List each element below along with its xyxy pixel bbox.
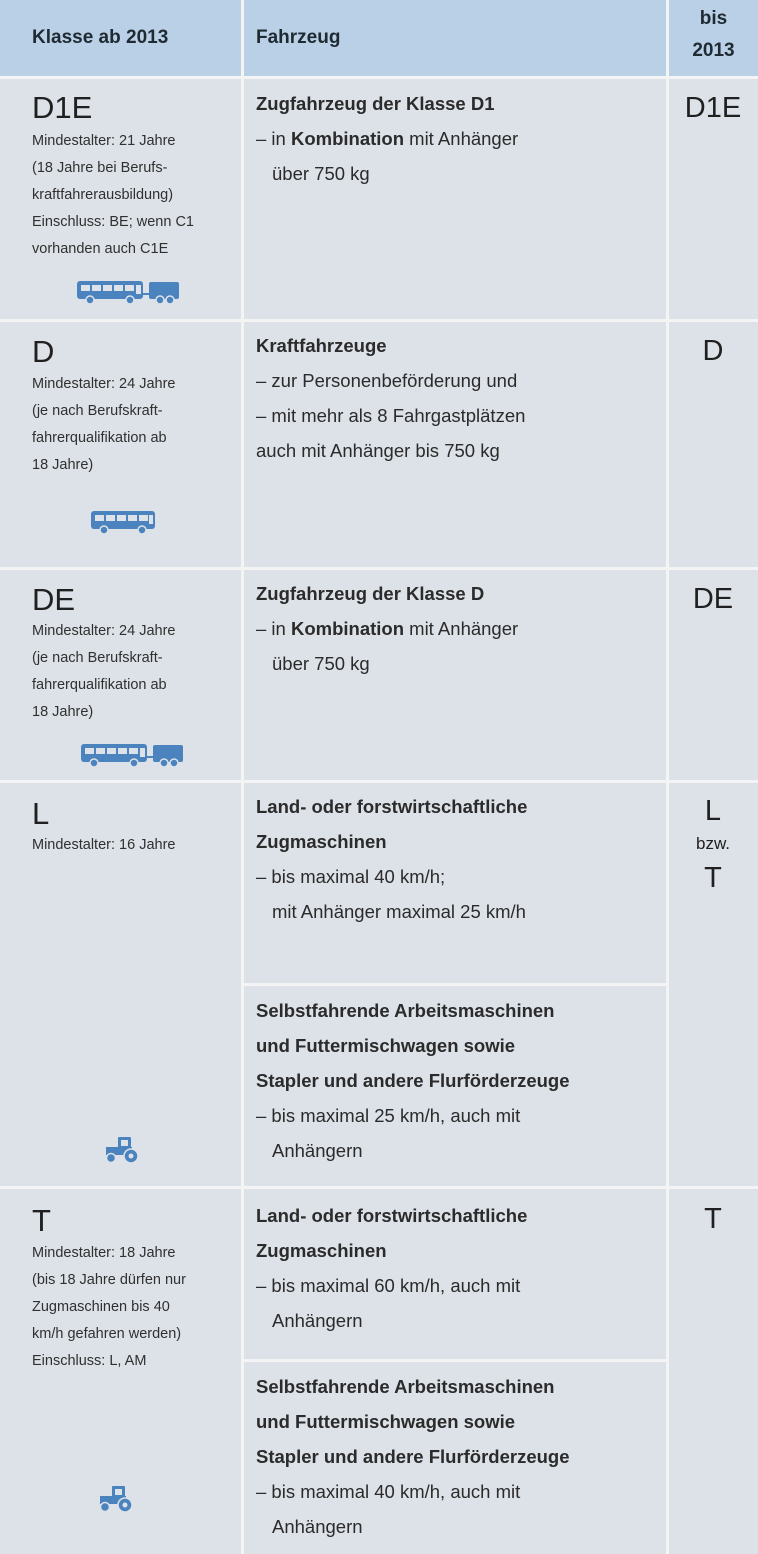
vehicle-line: mit Anhänger maximal 25 km/h <box>272 901 526 922</box>
vehicle-line: – bis maximal 25 km/h, auch mit <box>256 1105 521 1126</box>
header-vehicle-cell <box>244 0 666 76</box>
vehicle-line: – in Kombination mit Anhänger <box>256 128 519 149</box>
vehicle-description <box>256 1198 527 1338</box>
vehicle-description <box>256 86 518 191</box>
header-old-cell <box>669 0 758 76</box>
vehicle-title: Zugmaschinen <box>256 1240 387 1261</box>
vehicle-title: Kraftfahrzeuge <box>256 335 387 356</box>
vehicle-line: über 750 kg <box>272 653 370 674</box>
vehicle-title: Selbstfahrende Arbeitsmaschinen <box>256 1376 555 1397</box>
tractor-icon <box>98 1484 134 1514</box>
class-code: DE <box>32 582 76 617</box>
vehicle-line: über 750 kg <box>272 163 370 184</box>
vehicle-line: Anhängern <box>272 1310 363 1331</box>
header-vehicle-label: Fahrzeug <box>256 27 341 48</box>
tractor-icon <box>104 1135 140 1165</box>
vehicle-title: Stapler und andere Flurförderzeuge <box>256 1070 570 1091</box>
vehicle-title: Zugfahrzeug der Klasse D1 <box>256 93 495 114</box>
vehicle-description <box>256 328 525 468</box>
old-class-code: D <box>702 335 724 367</box>
vehicle-title: Land- oder forstwirtschaftliche <box>256 796 528 817</box>
vehicle-description <box>256 789 527 929</box>
class-code: D1E <box>32 90 93 125</box>
vehicle-line: auch mit Anhänger bis 750 kg <box>256 440 500 461</box>
vehicle-description <box>256 993 570 1168</box>
class-code: T <box>32 1203 51 1238</box>
bus-with-trailer-icon <box>80 741 184 769</box>
row-t-old-cell <box>669 1189 758 1554</box>
header-old-label-2: 2013 <box>692 40 735 61</box>
old-class-code: L <box>704 795 722 827</box>
old-class-separator: bzw. <box>695 834 731 853</box>
header-old-label-1: bis <box>699 8 728 29</box>
bus-with-trailer-icon <box>76 278 180 306</box>
class-description: Mindestalter: 21 Jahre (18 Jahre bei Berufs- kraftfahrerausbildung) Einschluss: BE; wenn C1 vorhanden auch C1E <box>32 133 194 257</box>
vehicle-title: Zugfahrzeug der Klasse D <box>256 583 485 604</box>
old-class-code: D1E <box>684 92 742 124</box>
old-class-code: T <box>704 1203 722 1235</box>
old-class-code: DE <box>692 583 734 615</box>
vehicle-line: – mit mehr als 8 Fahrgastplätzen <box>256 405 526 426</box>
vehicle-description <box>256 576 518 681</box>
class-description: Mindestalter: 18 Jahre (bis 18 Jahre dürfen nur Zugmaschinen bis 40 km/h gefahren werden) Einschluss: L, AM <box>32 1245 186 1369</box>
vehicle-line: – bis maximal 60 km/h, auch mit <box>256 1275 521 1296</box>
vehicle-line: – bis maximal 40 km/h; <box>256 866 446 887</box>
vehicle-line: – bis maximal 40 km/h, auch mit <box>256 1481 521 1502</box>
class-code: L <box>32 796 50 831</box>
vehicle-title: Zugmaschinen <box>256 831 387 852</box>
old-class-code: T <box>704 862 722 894</box>
header-class-label: Klasse ab 2013 <box>32 27 169 48</box>
class-description: Mindestalter: 24 Jahre (je nach Berufskraft- fahrerqualifikation ab 18 Jahre) <box>32 376 176 473</box>
class-code: D <box>32 334 55 369</box>
vehicle-title: und Futtermischwagen sowie <box>256 1035 516 1056</box>
vehicle-title: Selbstfahrende Arbeitsmaschinen <box>256 1000 555 1021</box>
vehicle-title: Land- oder forstwirtschaftliche <box>256 1205 528 1226</box>
vehicle-line: Anhängern <box>272 1140 363 1161</box>
header-class-cell <box>0 0 241 76</box>
vehicle-line: – zur Personenbeförderung und <box>256 370 518 391</box>
vehicle-line: – in Kombination mit Anhänger <box>256 618 519 639</box>
vehicle-title: Stapler und andere Flurförderzeuge <box>256 1446 570 1467</box>
vehicle-line: Anhängern <box>272 1516 363 1537</box>
class-description: Mindestalter: 24 Jahre (je nach Berufskraft- fahrerqualifikation ab 18 Jahre) <box>32 623 176 720</box>
class-description: Mindestalter: 16 Jahre <box>32 837 176 853</box>
vehicle-description <box>256 1369 570 1544</box>
vehicle-title: und Futtermischwagen sowie <box>256 1411 516 1432</box>
bus-icon <box>90 508 156 536</box>
